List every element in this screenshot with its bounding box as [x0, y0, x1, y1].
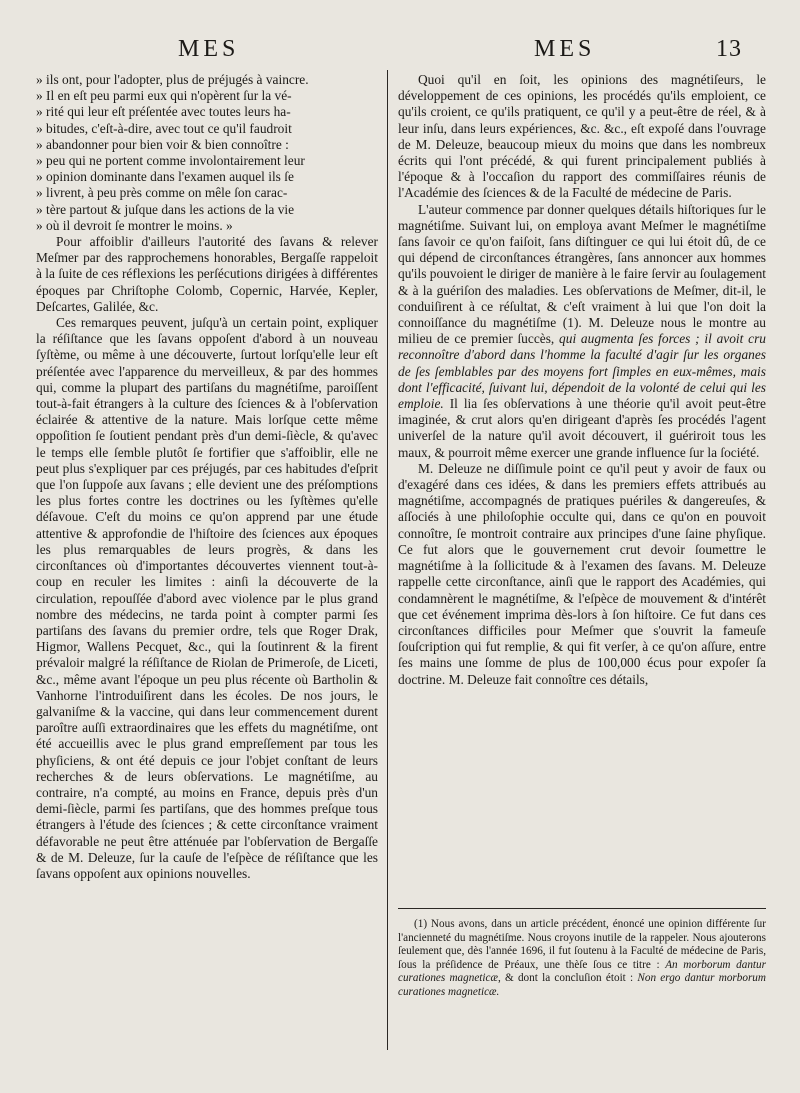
footnote-part: , & dont la concluſion étoit :: [497, 972, 638, 985]
paragraph: M. Deleuze ne diſſimule point ce qu'il peut y avoir de faux ou d'exagéré dans ces idées, & dans les premiers effets attribués au magnétiſme, accompagnés de pratiques puériles & dangereuſes, & aſſociés à une philoſophie occulte qui, dans ce qu'on en pouvoit connoître, ſe montroit contraire aux principes d'une ſaine phyſique. Ce fut alors que le gouvernement crut devoir ſoumettre le magnétiſme à la ſollicitude & à l'examen des ſavans. M. Deleuze rappelle cette circonſtance, ainſi que le rapport des Académies, qui condamnèrent le magnétiſme, & l'eſpèce de mouvement & d'intérêt que cet événement imprima dès-lors à ſon hiſtoire. Ce fut dans ces circonſtances difficiles pour Meſmer que s'ouvrit la fameuſe ſouſcription qui fut remplie, & qui fit verſer, à ce qu'on aſſure, entre ſes mains une ſomme de plus de 100,000 écus pour expoſer ſa doctrine. M. Deleuze fait connoître ces détails,: [398, 460, 766, 687]
footnote-text: [398, 918, 766, 1000]
footnote-latin-conclusion: Non ergo dantur morborum curationes magneticæ.: [398, 972, 766, 998]
quote-line: » abandonner pour bien voir & bien connoître :: [36, 136, 289, 152]
running-head: [0, 36, 800, 66]
column-divider: [387, 70, 388, 1050]
quote-line: » bitudes, c'eſt-à-dire, avec tout ce qu'il faudroit: [36, 120, 292, 136]
paragraph: Quoi qu'il en ſoit, les opinions des magnétiſeurs, le développement de ces opinions, les procédés qu'ils emploient, ce qu'ils croient, ce qu'ils pratiquent, ce qu'il y a peut-être de réel, & à leur inſu, dans leurs expériences, &c. &c., eſt expoſé dans l'ouvrage de M. Deleuze, beaucoup mieux du moins que dans les nombreux écrits qui l'ont précédé, & qui furent principalement publiés à l'époque & à l'occaſion du rapport des commiſſaires réunis de l'Académie des ſciences & de la Faculté de médecine de Paris.: [398, 72, 766, 201]
paragraph-text: Il lia ſes obſervations à une théorie qu'il avoit peut-être imaginée, & crut alors qu'en dirigeant d'après ſes procédés l'agent univerſel de la nature qu'il avoit découvert, il guériroit tous les maux, & pourroit même exercer une grande influence ſur la ſociété.: [398, 396, 766, 460]
paragraph: Pour affoiblir d'ailleurs l'autorité des ſavans & relever Meſmer par des rapprochemens honorables, Bergaſſe rappeloit à la ſuite de ces réflexions les perſécutions dirigées à différentes époques par Chriſtophe Colomb, Copernic, Harvée, Kepler, Deſcartes, Galilée, &c.: [36, 234, 378, 314]
quote-line: » ils ont, pour l'adopter, plus de préjugés à vaincre.: [36, 72, 309, 87]
footnote: [398, 918, 766, 1000]
header-right-word: MES: [534, 36, 596, 62]
quote-line: » Il en eſt peu parmi eux qui n'opèrent ſur la vé-: [36, 88, 292, 104]
paragraph-text: L'auteur commence par donner quelques détails hiſtoriques ſur le magnétiſme. Suivant lui, on employa avant Meſmer le magnétiſme ſans ſavoir ce qu'on faiſoit, ſans diſtinguer ce qui lui étoit dû, de ce qui dépend de circonſtances étrangères, ſans annoncer aux hommes qu'ils pouvoient le diriger de manière à le faire ſervir au ſoulagement & à la guériſon des maladies. Les obſervations de Meſmer, dit-il, le conduiſirent à ce réſultat, & c'eſt vraiment à lui que l'on doit la connoiſſance du magnétiſme (1). M. Deleuze nous le montre au milieu de ce premier ſuccès,: [398, 201, 766, 347]
quote-line: » tère partout & juſque dans les actions de la vie: [36, 201, 295, 217]
left-column: [36, 72, 378, 882]
footnote-part: (1) Nous avons, dans un article précédent, énoncé une opinion différente ſur l'ancienneté du magnétiſme. Nous croyons inutile de la rappeler. Nous ajouterons ſeulement que, dès l'année 1696, il fut ſoutenu à la Faculté de médecine de Paris, ſous la préſidence de Préaux, une thèſe ſous ce titre :: [398, 918, 766, 971]
quote-line: » peu qui ne portent comme involontairement leur: [36, 153, 305, 169]
footnote-latin-title: An morborum dantur curationes magneticæ: [398, 958, 766, 985]
quote-line: » livrent, à peu près comme on mêle ſon carac-: [36, 185, 288, 201]
quote-line: » où il devroit ſe montrer le moins. »: [36, 217, 233, 233]
right-column: [398, 72, 766, 688]
quote-line: » rité qui leur eſt préſentée avec toutes leurs ha-: [36, 104, 291, 120]
page-number: 13: [716, 36, 742, 62]
footnote-rule: [398, 908, 766, 909]
paragraph: Ces remarques peuvent, juſqu'à un certain point, expliquer la réſiſtance que les ſavans oppoſent d'abord à un nouveau ſyſtème, ou même à une découverte, ſurtout lorſqu'elle leur eſt préſentée avec l'apparence du merveilleux, & par des hommes qui, comme la plupart des partiſans du magnétiſme, paroiſſent tout-à-fait étrangers à la culture des ſciences & à l'obſervation éclairée & attentive de la nature. Mais lorſque cette même oppoſition ſe ſoutient pendant près d'un demi-ſiècle, & qu'avec le temps elle ſemble plutôt ſe fortifier que s'affoiblir, elle ne peut plus s'expliquer par ces préjugés, par ces habitudes d'eſprit que l'on ſuppoſe aux ſavans ; elle devient une des préſomptions les plus fortes contre les doctrines ou les ſyſtèmes qu'elle déſavoue. C'eſt du moins ce qu'on apprend par une étude attentive & approfondie de l'hiſtoire des ſciences aux époques les plus remarquables de leurs progrès, & dans les circonſtances où d'importantes découvertes viennent tout-à-coup en reculer les limites : ainſi la découverte de la circulation, repouſſée d'abord avec violence par le plus grand nombre des médecins, ne tarda point à compter parmi ſes partiſans des ſavans du premier ordre, tels que Roger Drak, Higmor, Wallens Pecquet, &c., qui la ſoutinrent & la firent prévaloir malgré la réſiſtance de Riolan de Primeroſe, de Liceti, &c., même avant l'époque un peu plus récente où Bartholin & Vanhorne l'introduiſirent dans les écoles. De nos jours, le galvaniſme & la vaccine, qui dans leur commencement durent paroître auſſi extraordinaires que les effets du magnétiſme, ont été accueillis avec le plus grand empreſſement par tous les phyſiciens, & ont été depuis ce jour l'objet conſtant de leurs recherches & de leurs obſervations. Le magnétiſme, au contraire, n'a compté, au moins en France, depuis près d'un demi-ſiècle, parmi ſes partiſans, que des hommes preſque tous étrangers à l'étude des ſciences ; & cette circonſtance vraiment défavorable ne peut être atténuée par l'obſervation de Bergaſſe & de M. Deleuze, ſur la cauſe de l'eſpèce de réſiſtance que les ſavans oppoſent aux opinions nouvelles.: [36, 315, 378, 881]
paragraph: [398, 202, 766, 461]
quote-line: » opinion dominante dans l'examen auquel ils ſe: [36, 169, 294, 185]
quotation: [36, 72, 378, 234]
italic-passage: qui augmenta ſes forces ; il avoit cru reconnoître d'abord dans l'homme la faculté d'agir ſur les organes de ſes ſemblables par des moyens fort ſimples en eux-mêmes, mais dont l'efficacité, ſuivant lui, dépendoit de la volonté de celui qui les emploie.: [398, 331, 767, 412]
header-left-word: MES: [178, 36, 240, 62]
